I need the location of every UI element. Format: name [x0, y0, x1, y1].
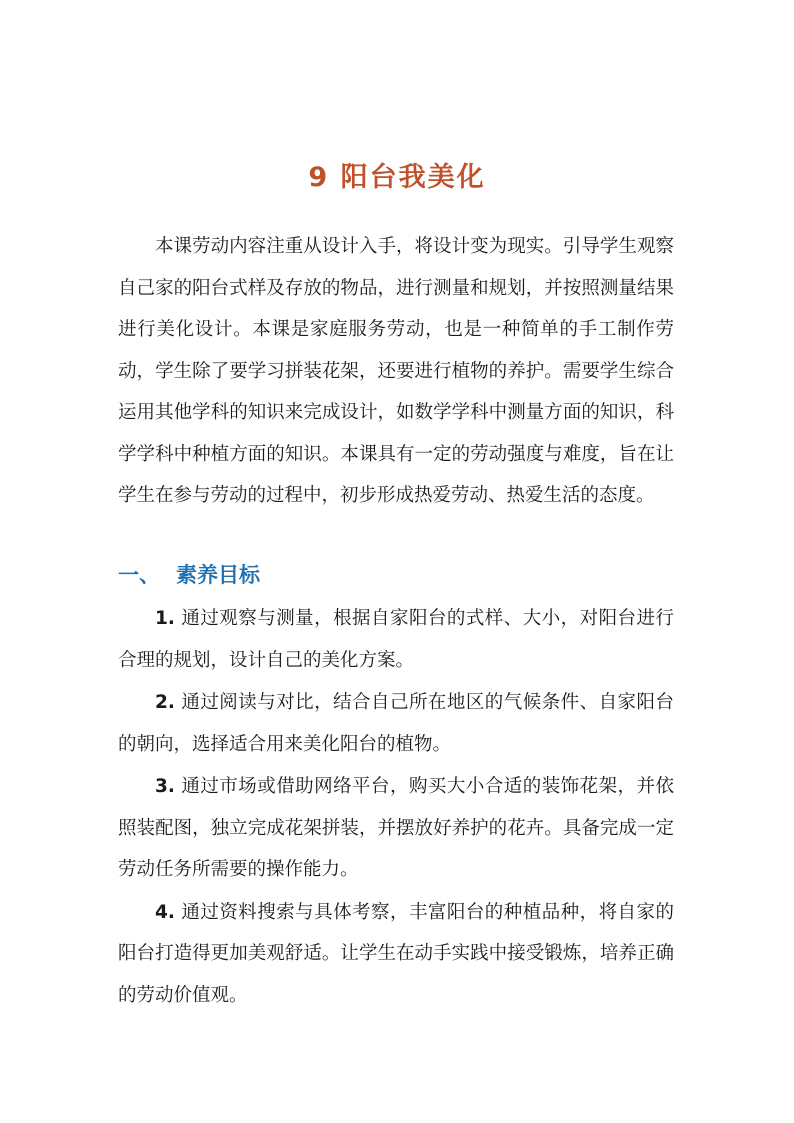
goal-number: 3. — [155, 776, 175, 797]
goal-number: 4. — [155, 901, 175, 923]
goal-item — [118, 682, 674, 765]
section-title: 素养目标 — [176, 563, 260, 587]
page-title: 9 阳台我美化 — [308, 162, 486, 194]
goal-number: 1. — [155, 608, 175, 629]
goal-number: 2. — [155, 692, 175, 713]
goal-item — [118, 766, 674, 891]
section-heading — [118, 559, 260, 591]
goal-text: 通过阅读与对比，结合自己所在地区的气候条件、自家阳台的朝向，选择适合用来美化阳台的植物。 — [118, 692, 674, 755]
intro-paragraph: 本课劳动内容注重从设计入手，将设计变为现实。引导学生观察自己家的阳台式样及存放的物品，进行测量和规划，并按照测量结果进行美化设计。本课是家庭服务劳动，也是一种简单的手工制作劳动，学生除了要学习拼装花架，还要进行植物的养护。需要学生综合运用其他学科的知识来完成设计，如数学学科中测量方面的知识，科学学科中种植方面的知识。本课具有一定的劳动强度与难度，旨在让学生在参与劳动的过程中，初步形成热爱劳动、热爱生活的态度。 — [118, 236, 674, 506]
section-number: 一、 — [118, 563, 160, 587]
goal-text: 通过市场或借助网络平台，购买大小合适的装饰花架，并依照装配图，独立完成花架拼装，并摆放好养护的花卉。具备完成一定劳动任务所需要的操作能力。 — [118, 776, 674, 880]
goal-item — [118, 892, 674, 1017]
goal-text: 通过观察与测量，根据自家阳台的式样、大小，对阳台进行合理的规划，设计自己的美化方案。 — [118, 608, 674, 671]
goal-item — [118, 598, 674, 681]
goals-list — [118, 598, 674, 1017]
goal-text: 通过资料搜索与具体考察，丰富阳台的种植品种，将自家的阳台打造得更加美观舒适。让学生在动手实践中接受锻炼，培养正确的劳动价值观。 — [118, 901, 674, 1006]
